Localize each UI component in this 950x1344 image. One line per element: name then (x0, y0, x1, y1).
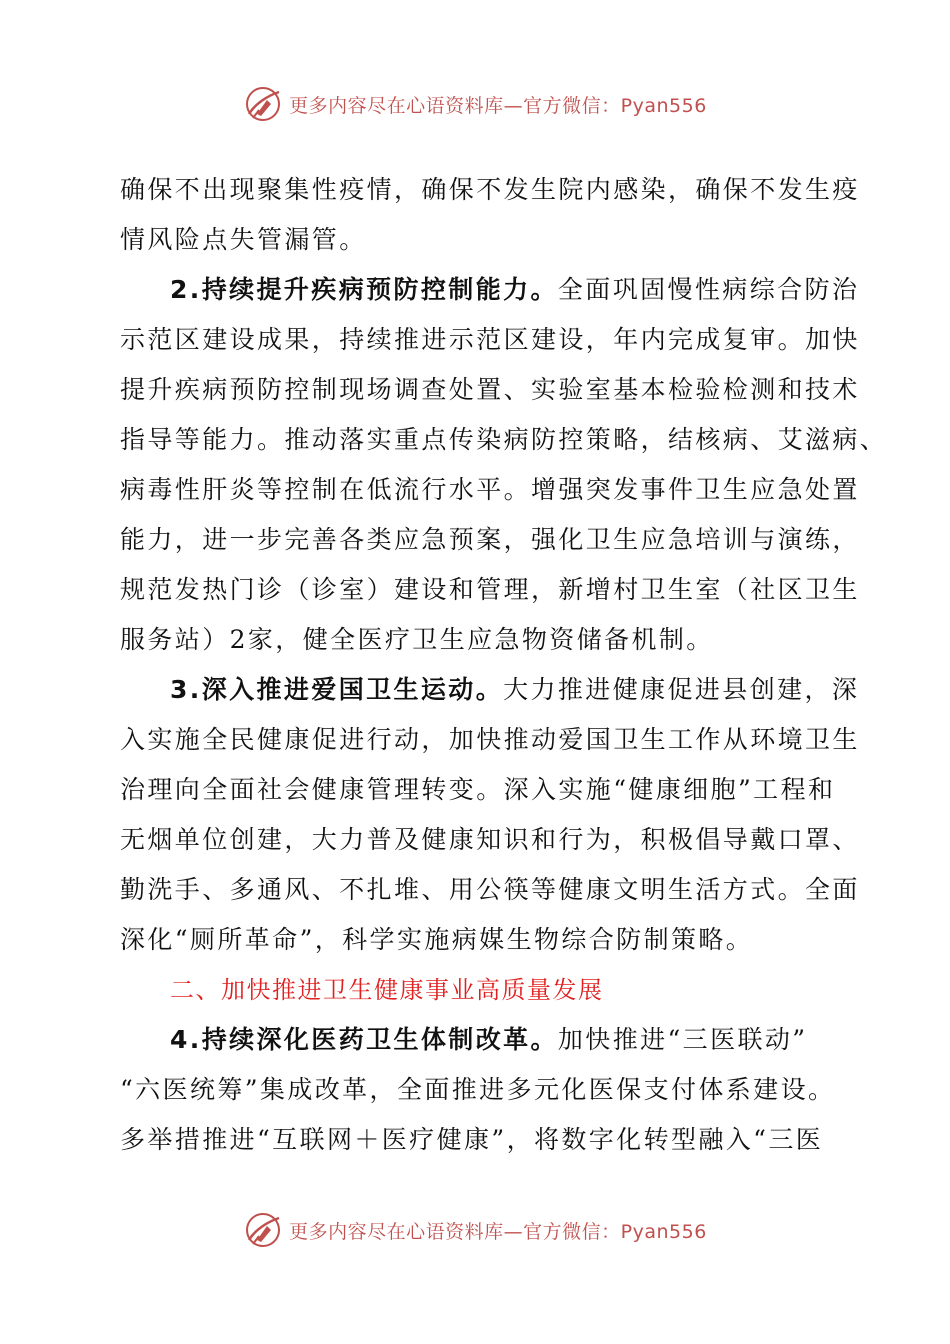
document-body (120, 165, 888, 1165)
paragraph-4-first-line (120, 1015, 835, 1065)
paragraph-line: 规范发热门诊（诊室）建设和管理，新增村卫生室（社区卫生 (120, 575, 860, 604)
watermark-text: 更多内容尽在心语资料库—官方微信：Pyan556 (289, 94, 707, 117)
paragraph-2-first-line (120, 265, 860, 315)
paragraph-line: 无烟单位创建，大力普及健康知识和行为，积极倡导戴口罩、 (120, 825, 860, 854)
watermark-header (0, 82, 950, 126)
paragraph-line: 确保不出现聚集性疫情，确保不发生院内感染，确保不发生疫 (120, 175, 860, 204)
paragraph-line: 深化“厕所革命”，科学实施病媒生物综合防制策略。 (120, 925, 754, 954)
paragraph-text: 全面巩固慢性病综合防治 (557, 275, 860, 304)
paragraph-title: 2.持续提升疾病预防控制能力。 (170, 275, 558, 304)
section-heading: 二、加快推进卫生健康事业高质量发展 (170, 976, 604, 1004)
paragraph-title: 3.深入推进爱国卫生运动。 (170, 675, 504, 704)
paragraph-line: 服务站）2家，健全医疗卫生应急物资储备机制。 (120, 625, 714, 654)
paragraph-line: 多举措推进“互联网＋医疗健康”，将数字化转型融入“三医 (120, 1125, 824, 1154)
paragraph-line: “六医统筹”集成改革，全面推进多元化医保支付体系建设。 (120, 1075, 836, 1104)
paragraph-line: 情风险点失管漏管。 (120, 225, 367, 254)
paragraph-line: 勤洗手、多通风、不扎堆、用公筷等健康文明生活方式。全面 (120, 875, 860, 904)
paragraph-line: 能力，进一步完善各类应急预案，强化卫生应急培训与演练， (120, 525, 860, 554)
pen-nib-logo-icon (243, 84, 283, 124)
watermark-footer (0, 1208, 950, 1252)
paragraph-text: 大力推进健康促进县创建，深 (503, 675, 860, 704)
watermark-text: 更多内容尽在心语资料库—官方微信：Pyan556 (289, 1220, 707, 1243)
paragraph-line: 提升疾病预防控制现场调查处置、实验室基本检验检测和技术 (120, 375, 860, 404)
paragraph-line: 入实施全民健康促进行动，加快推动爱国卫生工作从环境卫生 (120, 725, 860, 754)
paragraph-line: 示范区建设成果，持续推进示范区建设，年内完成复审。加快 (120, 325, 860, 354)
paragraph-line: 指导等能力。推动落实重点传染病防控策略，结核病、艾滋病、 (120, 425, 888, 454)
paragraph-3-first-line (120, 665, 860, 715)
paragraph-line: 病毒性肝炎等控制在低流行水平。增强突发事件卫生应急处置 (120, 475, 860, 504)
paragraph-line: 治理向全面社会健康管理转变。深入实施“健康细胞”工程和 (120, 775, 836, 804)
pen-nib-logo-icon (243, 1210, 283, 1250)
paragraph-text: 加快推进“三医联动” (557, 1025, 808, 1054)
paragraph-title: 4.持续深化医药卫生体制改革。 (170, 1025, 558, 1054)
